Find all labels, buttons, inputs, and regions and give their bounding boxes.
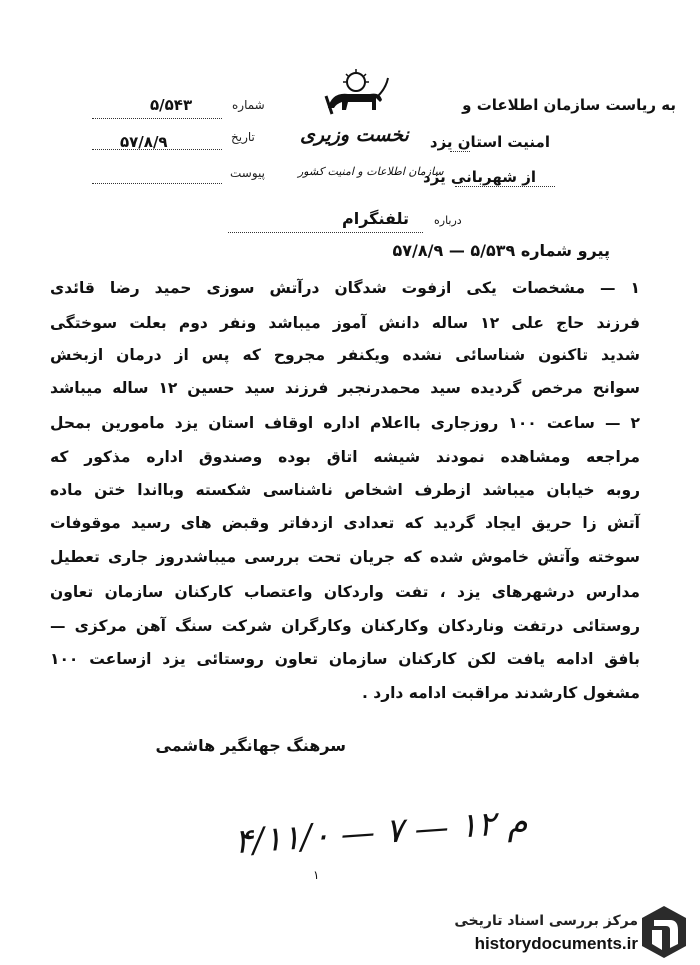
recipient-line-1: به ریاست سازمان اطلاعات و: [462, 96, 676, 114]
body-line: آتش زا حریق ایجاد گردید که تعدادی ازدفاتر وقبض های رسید موقوفات: [50, 514, 640, 532]
number-label: شماره: [232, 98, 265, 112]
subject-dotted-line: [228, 231, 423, 233]
body-line: ۱ — مشخصات یکی ازفوت شدگان درآتش سوزی حمید رضا قائدی: [50, 279, 640, 297]
body-line: سوخته وآتش خاموش شده که جریان تحت بررسی میباشدروز جاری تعطیل: [50, 548, 640, 566]
recipient-line-2: امنیت استان یزد: [429, 133, 550, 151]
body-line: روبه خیابان میباشد ازطرف اشخاص ناشناسی شکسته وبااندا ختن ماده: [50, 481, 640, 499]
attachment-dotted-line: [92, 182, 222, 184]
body-line: فرزند حاج علی ۱۲ ساله دانش آموز میباشد ونفر دوم بعلت سوختگی: [50, 314, 640, 332]
letter-number: ۵/۵۴۳: [150, 96, 193, 114]
lion-and-sun-emblem-icon: [318, 68, 390, 118]
watermark-org: مرکز بررسی اسناد تاریخی: [454, 913, 638, 929]
subject-value: تلفنگرام: [342, 209, 410, 228]
handwritten-note: ۴/۱۱/۰ — ۷ — ۱۲ م: [232, 801, 529, 863]
number-dotted-line: [92, 117, 222, 119]
body-line: شدید تاکنون شناسائی نشده ویکنفر مجروح که پس از درمان ازبخش: [50, 346, 640, 364]
letter-date: ۵۷/۸/۹: [120, 133, 168, 151]
watermark-url: historydocuments.ir: [474, 934, 638, 953]
body-line: روستائی درتفت وناردکان وکارکنان وکارگران شرکت سنگ آهن مرکزی —: [50, 617, 640, 635]
body-line: ۲ — ساعت ۱۰۰ روزجاری بااعلام اداره اوقاف استان یزد مامورین بمحل: [50, 414, 640, 432]
reference-line: پیرو شماره ۵/۵۳۹ — ۵۷/۸/۹: [392, 241, 610, 260]
stamp-line-2: سازمان اطلاعات و امنیت کشور: [298, 165, 444, 178]
signature: سرهنگ جهانگیر هاشمی: [155, 736, 346, 755]
body-line: سوانح مرخص گردیده سید محمدرنجبر فرزند سید حسین ۱۲ ساله میباشد: [50, 379, 640, 397]
recipient-dotted-line: [450, 150, 470, 152]
sender-dotted-line: [455, 185, 555, 187]
date-label: تاریخ: [231, 130, 255, 144]
body-line: مراجعه ومشاهده نمودند شیشه اتاق بوده وصندوق اداره مذکور که: [50, 448, 640, 466]
subject-label: درباره: [434, 214, 462, 227]
body-last-line: مشغول کارشدند مراقبت ادامه دارد .: [361, 684, 640, 702]
page-mark: ۱: [313, 868, 320, 882]
body-line: مدارس درشهرهای یزد ، تفت واردکان واعتصاب کارکنان سازمان تعاون: [50, 583, 640, 601]
body-line: بافق ادامه یافت لکن کارکنان سازمان تعاون روستائی یزد ازساعت ۱۰۰: [50, 650, 640, 668]
stamp-line-1: نخست وزیری: [300, 124, 409, 146]
attachment-label: پیوست: [230, 166, 265, 180]
sender-line: از شهربانی یزد: [423, 168, 536, 186]
watermark-logo-icon: [640, 904, 688, 960]
